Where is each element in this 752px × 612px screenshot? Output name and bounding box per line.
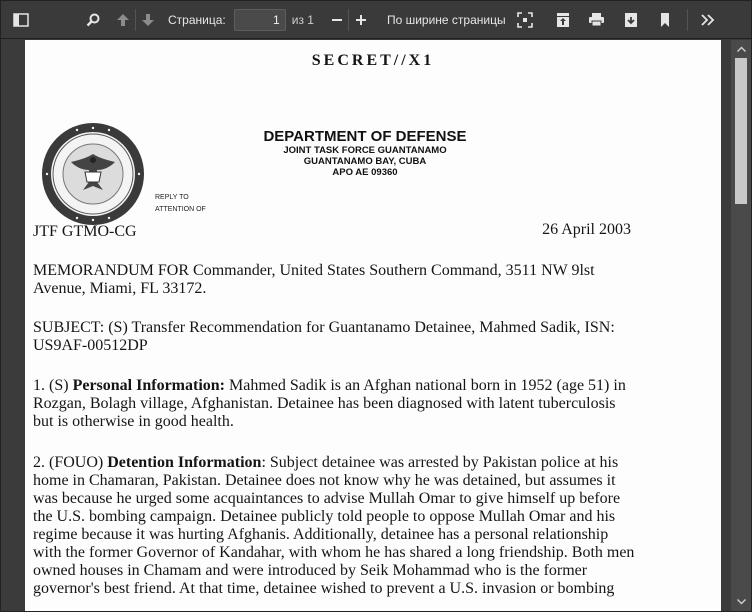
scrollbar-thumb[interactable]: [735, 58, 747, 204]
para1-line-2: Rozgan, Bolagh village, Afghanistan. Detainee has been diagnosed with latent tuberculosis: [33, 395, 616, 412]
page-number-input[interactable]: [234, 9, 286, 31]
reply-to-line-2: ATTENTION OF: [155, 206, 206, 213]
department-name: DEPARTMENT OF DEFENSE: [263, 128, 467, 145]
para1-prefix: 1. (S): [33, 377, 73, 394]
para2-line-5: regime because it was hurting Afghanis. Additionally, detainee has a personal relationship: [33, 526, 609, 543]
scroll-down-arrow[interactable]: [731, 593, 751, 611]
memorandum-line-1: MEMORANDUM FOR Commander, United States Southern Command, 3511 NW 9lst: [33, 262, 595, 279]
search-button[interactable]: [81, 6, 105, 34]
para2-line-4: the U.S. bombing campaign. Detainee publicly told people to oppose Mullah Omar and his: [33, 508, 616, 525]
bookmark-icon: [660, 12, 670, 28]
para2-prefix: 2. (FOUO): [33, 454, 108, 471]
previous-page-icon: [116, 13, 130, 27]
scroll-up-arrow[interactable]: [731, 40, 751, 58]
subject-line-2: US9AF-00512DP: [33, 337, 148, 354]
zoom-select-value: По ширине страницы: [386, 12, 506, 27]
previous-page-button[interactable]: [111, 6, 135, 34]
reply-to: [155, 192, 206, 216]
memorandum-for: [33, 262, 683, 298]
next-page-icon: [141, 13, 155, 27]
pdf-page: [25, 40, 721, 611]
para2-line-1-text: : Subject detainee was arrested by Pakistan police at his: [261, 454, 619, 471]
sidebar-toggle-icon: [13, 13, 29, 27]
tools-menu-button[interactable]: [696, 6, 720, 34]
para2-line-1: [33, 454, 683, 472]
para2-heading: Detention Information: [107, 454, 262, 471]
para1-line-1: [33, 377, 683, 395]
vertical-scrollbar[interactable]: [731, 40, 751, 611]
zoom-out-icon: [331, 14, 343, 26]
open-file-icon: [555, 12, 571, 28]
para1-heading: Personal Information:: [72, 377, 225, 394]
office-symbol: JTF GTMO-CG: [33, 223, 137, 240]
para2-line-2: home in Chamaran, Pakistan. Detainee does not know why he was detained, but assumes it: [33, 472, 616, 489]
chevron-up-icon: [737, 46, 746, 52]
para2-line-6: with the former Governor of Kandahar, with whom he has shared a long friendship. Both men: [33, 544, 635, 561]
print-icon: [588, 12, 605, 27]
para2-line-8: governor's best friend. At that time, detainee wished to prevent a U.S. invasion or bombing: [33, 580, 615, 597]
para2-line-7: owned houses in Chamam and were introduced by Seik Mohammad who is the former: [33, 562, 588, 579]
para2-line-3: was because he urged some acquaintances to advise Mullah Omar to give himself up before: [33, 490, 621, 507]
zoom-in-icon: [355, 14, 367, 26]
sidebar-toggle-button[interactable]: [7, 6, 35, 34]
page-count: из 1: [291, 12, 314, 27]
para1-line-1-text: Mahmed Sadik is an Afghan national born in 1952 (age 51) in: [225, 377, 626, 394]
download-icon: [624, 12, 638, 28]
letterhead-line-1: JOINT TASK FORCE GUANTANAMO: [283, 145, 447, 156]
memorandum-line-2: Avenue, Miami, FL 33172.: [33, 280, 207, 297]
zoom-in-button[interactable]: [349, 6, 373, 34]
letterhead: [225, 129, 505, 178]
download-button[interactable]: [619, 6, 643, 34]
subject-line-1: SUBJECT: (S) Transfer Recommendation for Guantanamo Detainee, Mahmed Sadik, ISN:: [33, 319, 615, 336]
paragraph-detention-information: [33, 454, 683, 598]
toolbar: [1, 1, 751, 39]
open-file-button[interactable]: [551, 6, 575, 34]
toolbar-separator: [687, 9, 688, 31]
memo-subject: [33, 319, 683, 355]
next-page-button[interactable]: [136, 6, 160, 34]
reply-to-line-1: REPLY TO: [155, 194, 189, 201]
paragraph-personal-information: [33, 377, 683, 431]
presentation-mode-icon: [517, 12, 533, 28]
letterhead-line-2: GUANTANAMO BAY, CUBA: [303, 156, 427, 167]
search-icon: [86, 13, 100, 27]
classification-marking: SECRET//X1: [311, 52, 435, 69]
document-viewer[interactable]: [1, 40, 751, 611]
page-label: Страница:: [168, 12, 226, 27]
para1-line-3: but is otherwise in good health.: [33, 413, 234, 430]
letterhead-line-3: APO AE 09360: [332, 167, 398, 178]
print-button[interactable]: [585, 6, 609, 34]
tools-menu-icon: [701, 14, 715, 26]
dod-seal-icon: [39, 120, 147, 228]
chevron-down-icon: [737, 599, 746, 605]
presentation-mode-button[interactable]: [513, 6, 537, 34]
bookmark-button[interactable]: [653, 6, 677, 34]
zoom-select[interactable]: [383, 9, 513, 31]
memo-date: 26 April 2003: [542, 221, 631, 238]
zoom-out-button[interactable]: [326, 6, 348, 34]
